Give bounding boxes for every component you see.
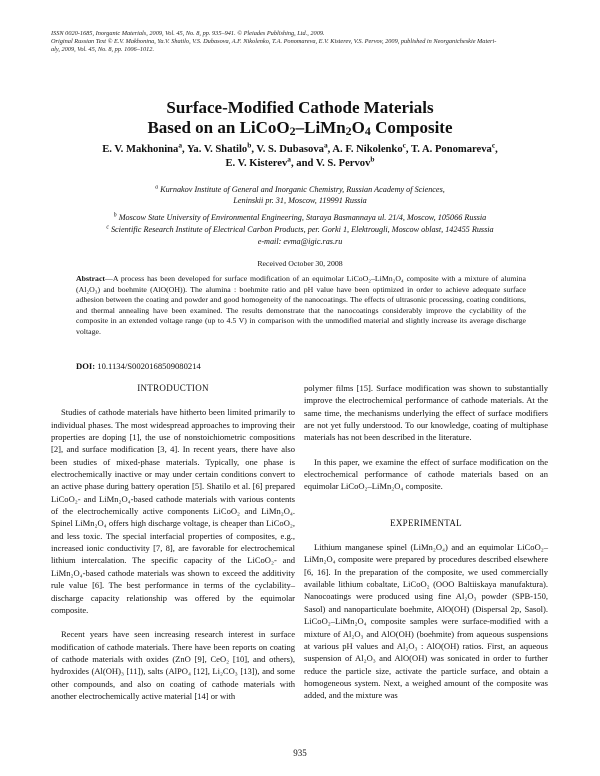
spacer (304, 493, 548, 517)
spacer (304, 529, 548, 541)
aff-text: Moscow State University of Environmental Engineering, Staraya Basmannaya ul. 21/4, Moscow, 105066 Russia (118, 213, 487, 222)
section-heading-experimental: EXPERIMENTAL (390, 517, 462, 528)
paragraph: polymer films [15]. Surface modification was shown to substantially improve the electrochemical performance of cathode materials. At the same time, the mechanisms underlying the effect of surface modifiers are not yet fully understood. To our knowledge, coating of multiphase materials has not been described in the literature. (304, 383, 548, 443)
aff-mark: a (323, 140, 328, 150)
doi-label: DOI: (76, 361, 96, 371)
aff-mark: b (113, 212, 117, 219)
aff-mark: c (106, 224, 109, 231)
author: , T. A. Ponomareva (405, 144, 492, 155)
spacer (51, 394, 295, 406)
section-heading-introduction: INTRODUCTION (137, 383, 209, 393)
author: E. V. Makhonina (102, 144, 179, 155)
spacer (51, 616, 295, 628)
subscript: 4 (364, 124, 371, 138)
title-part: Composite (370, 118, 453, 137)
header-line-3: aly, 2009, Vol. 45, No. 8, pp. 1006–1012. (51, 46, 155, 53)
aff-mark: a (287, 154, 291, 164)
aff-mark: a (155, 184, 159, 191)
right-column (304, 382, 548, 702)
paragraph: Recent years have seen increasing research interest in surface modification of cathode materials. There have been reports on coating of cathode materials with oxides (ZnO [9], CeO₂ [10], and others), hydroxides (Al(OH)₃ [11]), salts (AlPO₄ [12], Li₂CO₃ [13]), and some other compounds, and also on coating of cathode materials with another electrochemically active material [14] or with (51, 629, 295, 701)
left-column (51, 382, 295, 702)
abstract (76, 274, 526, 338)
aff-text: Kurnakov Institute of General and Inorganic Chemistry, Russian Academy of Sciences, (160, 185, 445, 194)
aff-mark: c (491, 140, 496, 150)
aff-a-line-1 (0, 184, 600, 195)
title-part: –LiMn (295, 118, 346, 137)
aff-mark: b (370, 154, 375, 164)
paragraph: Studies of cathode materials have hitherto been limited primarily to individual phases. The most widespread approaches to improving their properties are doping [1], the use of nonstoichiometric compositions [2], and surface modification [3, 4]. In recent years, there have also been studies of mixed-phase materials. Typically, one phase is electrochemically inactive or may under certain conditions convert to an active phase during battery operation [5]. Shatilo et al. [6] prepared LiCoO₂- and LiMn₂O₄-based cathode materials with various contents of the electrochemically active components LiCoO₂ and LiMn₂O₄. Spinel LiMn₂O₄ offers high discharge voltage, is cheaper than LiCoO₂, and less toxic. The special interfacial properties of composites, e.g., increased ionic conductivity [7, 8], are favorable for electrochemical lithium intercalation. The specific capacity of the LiCoO₂- and LiMn₂O₄-based cathode materials was shown to exceed the additivity rule value [6]. The best performance in terms of the cyclability–discharge capacity relationship was offered by the equimolar composite. (51, 407, 295, 615)
aff-b-line (0, 212, 600, 223)
subscript: 2 (345, 124, 352, 138)
paragraph: Lithium manganese spinel (LiMn₂O₄) and an equimolar LiCoO₂–LiMn₂O₄ composite were prepared by procedures described elsewhere [6, 16]. In the preparation of the composite, we used commercially available lithium cobaltate, LiCoO₂ (OOO Baltiiskaya manufaktura). Nanocoatings were produced using fine Al₂O₃ powder (SPB-150, Sasol) and nanoparticulate boehmite, AlO(OH) (Dispersal 2p, Sasol). LiCoO₂–LiMn₂O₄ composite samples were surface-modified with a mixture of Al₂O₃ and AlO(OH) (boehmite) from aqueous suspensions at various pH values and Al₂O₃ : AlO(OH) ratios. First, an aqueous suspension of Al₂O₃ and AlO(OH) was sonicated in order to further reduce the particle size, activate the particle surface, and obtain a homogeneous system. Next, a weighed amount of the composite was added, and the mixture was (304, 542, 548, 701)
author: , A. F. Nikolenko (327, 144, 403, 155)
title-part: O (351, 118, 365, 137)
aff-mark: b (247, 140, 252, 150)
aff-mark: a (178, 140, 183, 150)
article-title (0, 98, 600, 138)
authors-line-2 (0, 154, 600, 171)
aff-text: Scientific Research Institute of Electrical Carbon Products, per. Gorki 1, Elektrougli, Moscow oblast, 142455 Russia (110, 225, 494, 234)
aff-a-line-2: Leninskii pr. 31, Moscow, 119991 Russia (233, 196, 367, 205)
title-line-1: Surface-Modified Cathode Materials (166, 98, 434, 117)
journal-header (51, 30, 551, 54)
abstract-text: —A process has been developed for surface modification of an equimolar LiCoO₂–LiMn₂O₄ composite with a mixture of alumina (Al₂O₃) and boehmite (AlO(OH)). The alumina : boehmite ratio and pH value have been optimized in order to achieve adequate surface adhesion between the coating and powder and good homogeneity of the nanocoatings. The effects of ultrasonic processing, coating conditions, and thermal annealing have been examined. The results demonstrate that the nanocoatings considerably improve the cyclability of the composite in an extended voltage range (up to 4.5 V) in comparison with the unmodified material and slightly increase its average discharge voltage. (76, 274, 526, 336)
subscript: 2 (289, 124, 296, 138)
title-part: Based on an LiCoO (147, 118, 290, 137)
author: , V. S. Dubasova (251, 144, 324, 155)
authors-line-1 (0, 140, 600, 157)
email[interactable]: e-mail: evma@igic.ras.ru (257, 237, 343, 246)
doi (76, 361, 201, 371)
header-line-1: ISSN 0020-1685, Inorganic Materials, 2009, Vol. 45, No. 8, pp. 935–941. © Pleiades Publishing, Ltd., 2009. (51, 30, 325, 37)
doi-link[interactable]: 10.1134/S0020168509080214 (97, 361, 201, 371)
aff-c-line (0, 224, 600, 235)
received-date: Received October 30, 2008 (257, 259, 343, 268)
page-number: 935 (293, 748, 307, 758)
author: , Ya. V. Shatilo (182, 144, 248, 155)
affiliation-a (0, 184, 600, 206)
comma: , (495, 144, 498, 155)
paragraph: In this paper, we examine the effect of surface modification on the electrochemical performance of cathode materials based on an equimolar LiCoO₂–LiMn₂O₄ composite. (304, 456, 548, 492)
header-line-2: Original Russian Text © E.V. Makhonina, Ya.V. Shatilo, V.S. Dubasova, A.F. Nikolenko, T.A. Ponomareva, E.V. Kisterev, V.S. Pervov, 2009, published in Neorganicheskie Materi- (51, 38, 497, 45)
affiliation-b (0, 212, 600, 223)
aff-mark: c (402, 140, 406, 150)
spacer (304, 444, 548, 456)
author-list (0, 140, 600, 171)
title-line-2 (0, 118, 600, 138)
author: E. V. Kisterev (225, 158, 288, 169)
abstract-label: Abstract (76, 274, 106, 283)
affiliation-c (0, 224, 600, 235)
author: , and V. S. Pervov (291, 158, 371, 169)
